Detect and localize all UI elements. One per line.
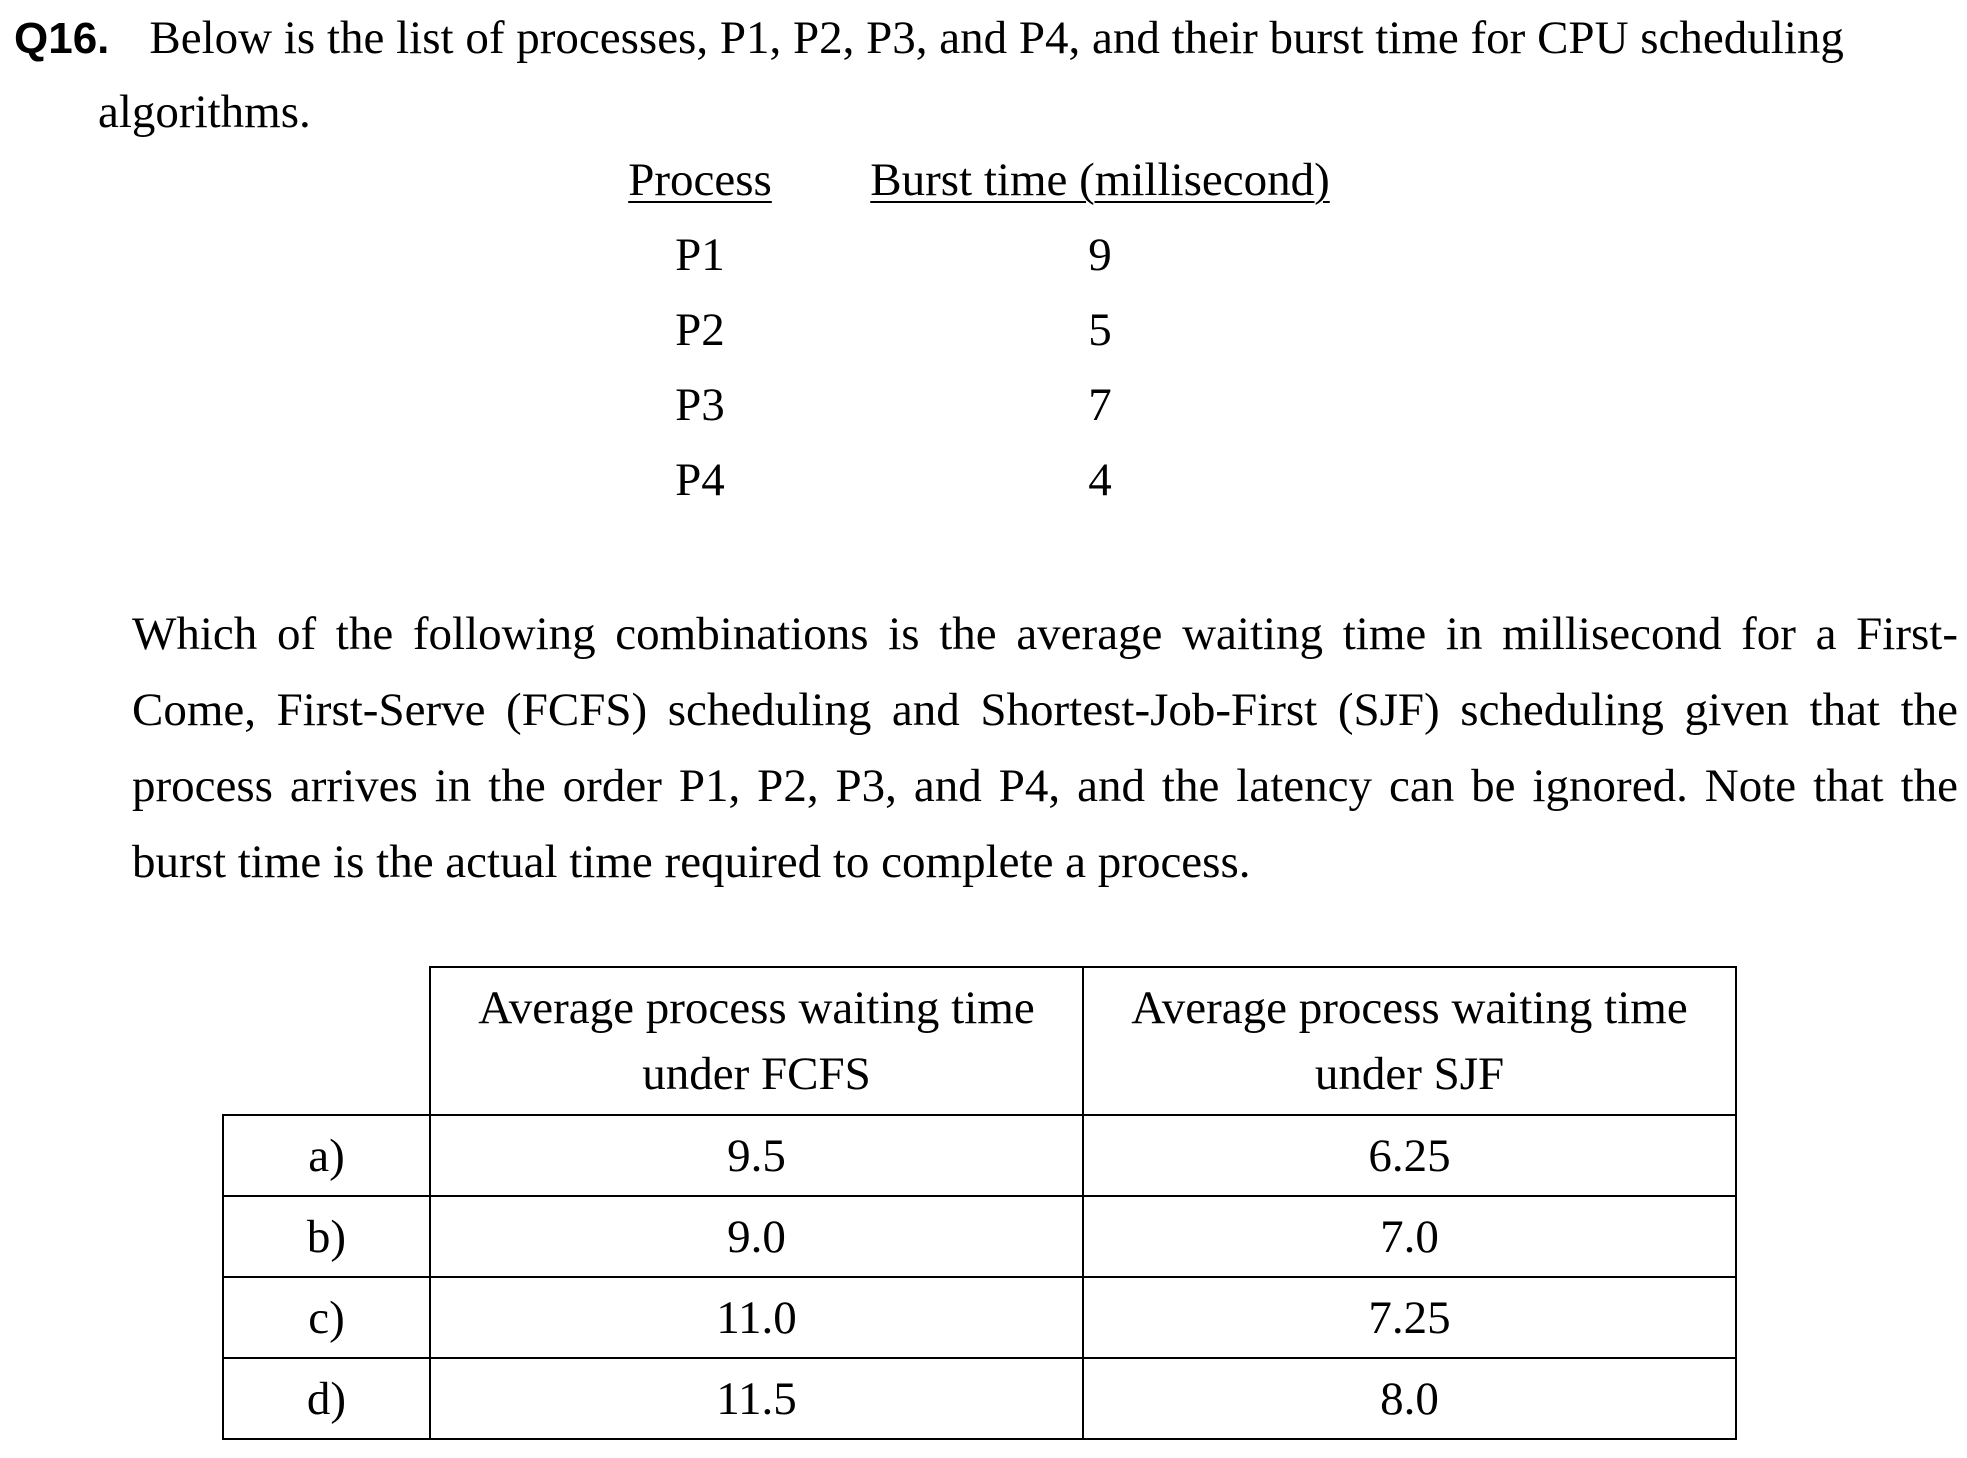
question-intro-line2: algorithms. [98, 86, 311, 138]
blank-header-cell [223, 967, 430, 1115]
burst-time: 4 [1088, 454, 1112, 506]
fcfs-header-line1: Average process waiting time [478, 982, 1035, 1034]
answer-options-table [222, 966, 1737, 1440]
fcfs-header-line2: under FCFS [642, 1048, 871, 1100]
option-fcfs-value: 11.0 [430, 1277, 1083, 1358]
burst-column-header: Burst time (millisecond) [870, 154, 1330, 206]
burst-time: 7 [1088, 379, 1112, 431]
option-label: a) [223, 1115, 430, 1196]
sjf-header-line2: under SJF [1314, 1048, 1505, 1100]
option-sjf-value: 8.0 [1083, 1358, 1736, 1439]
sjf-header-line1: Average process waiting time [1131, 982, 1688, 1034]
burst-time: 9 [1088, 229, 1112, 281]
sjf-column-header [1083, 967, 1736, 1115]
answer-option-row[interactable] [223, 1115, 1736, 1196]
process-name: P3 [675, 379, 725, 431]
answer-option-row[interactable] [223, 1277, 1736, 1358]
process-name: P2 [675, 304, 725, 356]
option-fcfs-value: 9.0 [430, 1196, 1083, 1277]
question-number: Q16. [14, 14, 110, 63]
answer-table-header-row [223, 967, 1736, 1115]
process-name: P4 [675, 454, 725, 506]
option-label: b) [223, 1196, 430, 1277]
process-name: P1 [675, 229, 725, 281]
option-label: d) [223, 1358, 430, 1439]
answer-option-row[interactable] [223, 1196, 1736, 1277]
fcfs-column-header [430, 967, 1083, 1115]
option-fcfs-value: 9.5 [430, 1115, 1083, 1196]
option-fcfs-value: 11.5 [430, 1358, 1083, 1439]
option-sjf-value: 7.25 [1083, 1277, 1736, 1358]
option-sjf-value: 6.25 [1083, 1115, 1736, 1196]
question-intro-line1: Below is the list of processes, P1, P2, P3, and P4, and their burst time for CPU scheduling [149, 12, 1844, 64]
process-column-header: Process [628, 154, 772, 206]
option-label: c) [223, 1277, 430, 1358]
burst-time: 5 [1088, 304, 1112, 356]
question-header [14, 8, 1844, 69]
option-sjf-value: 7.0 [1083, 1196, 1736, 1277]
answer-option-row[interactable] [223, 1358, 1736, 1439]
question-text: Which of the following combinations is the average waiting time in millisecond for a First-Come, First-Serve (FCFS) scheduling and Shortest-Job-First (SJF) scheduling given that the process arrives in the order P1, P2, P3, and P4, and the latency can be ignored. Note that the burst time is the actual time required to complete a process. [132, 608, 1958, 888]
